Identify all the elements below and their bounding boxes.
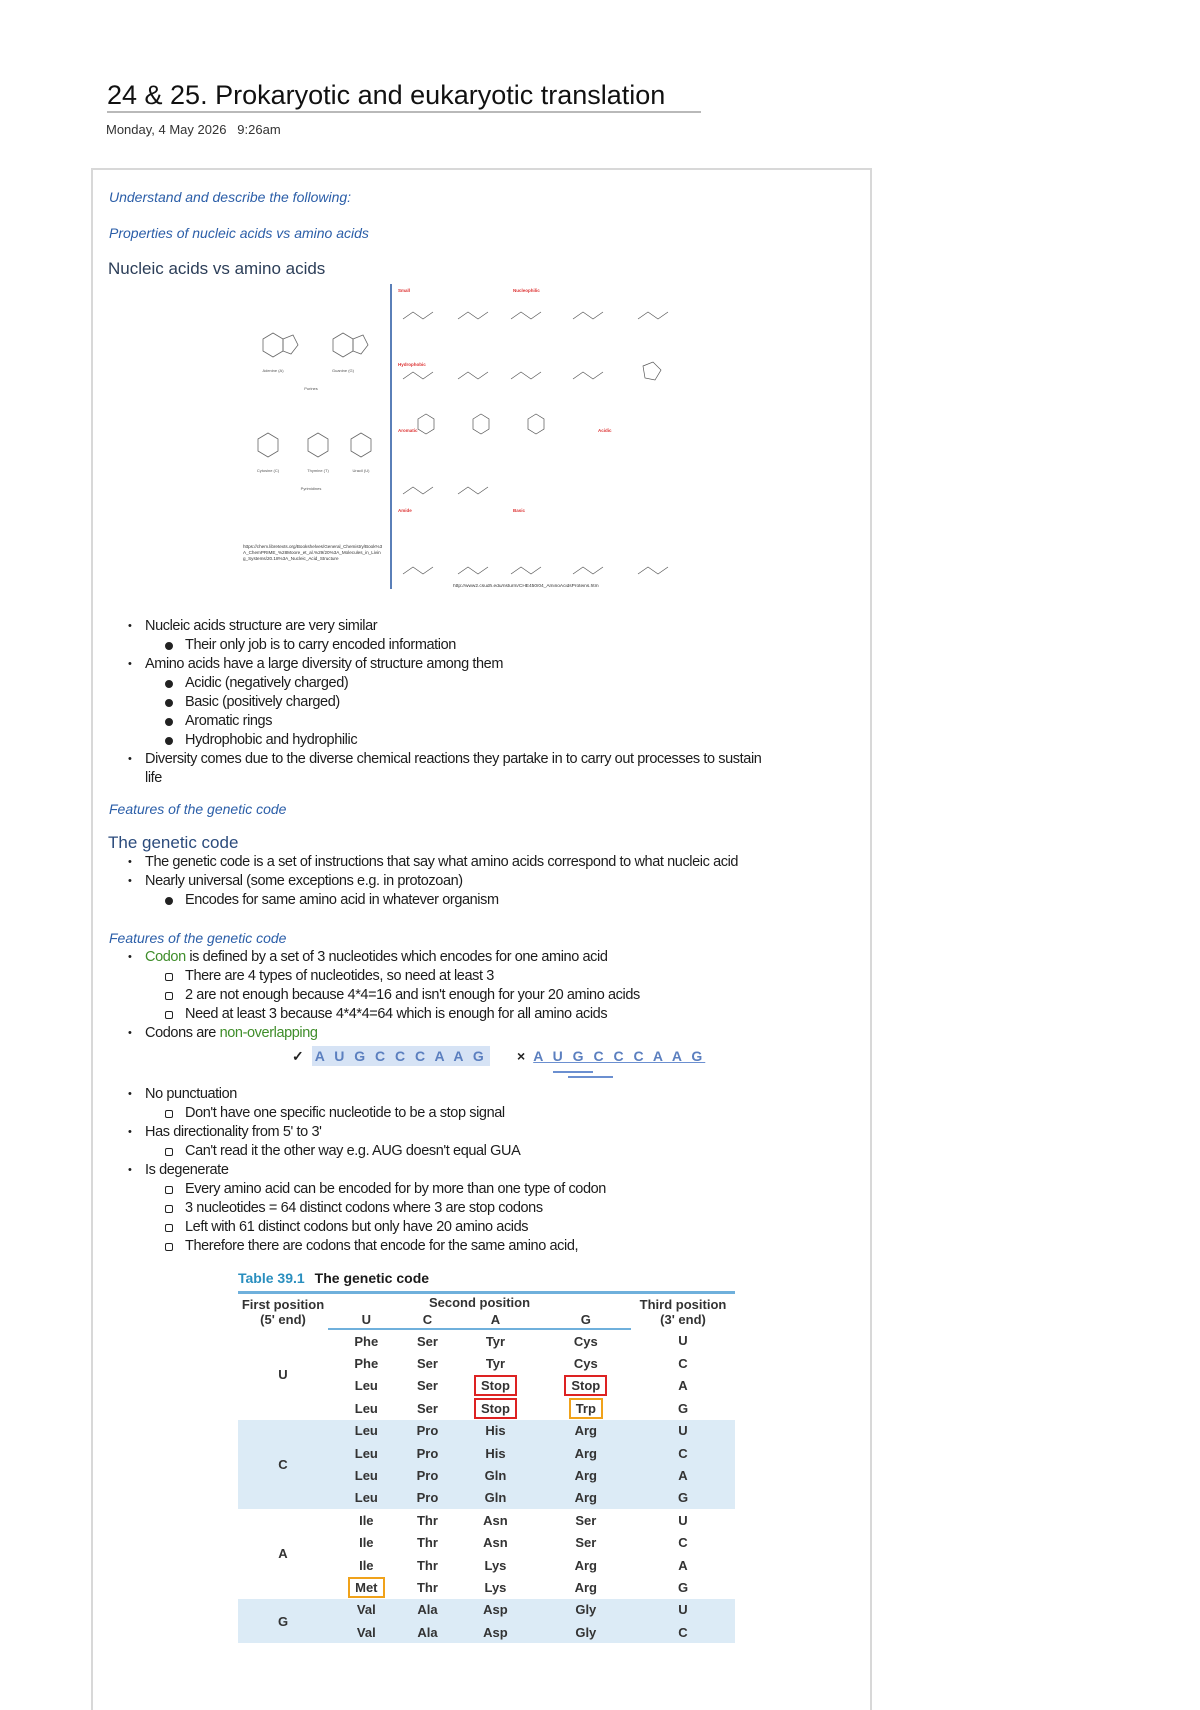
table-row [238,1599,735,1621]
col-header: C [405,1311,451,1329]
list-item: There are 4 types of nucleotides, so need at least 3 [125,967,640,986]
codon-cell [541,1621,631,1643]
codon-cell-text: Lys [484,1579,507,1595]
list-item: • No punctuation [125,1085,606,1104]
codon-cell-text: C [678,1535,688,1551]
third-position-cell [631,1329,735,1352]
purine-structures [258,333,371,457]
codon-cell [405,1464,451,1486]
codon-cell-text: Phe [354,1356,379,1372]
codon-cell [328,1420,405,1442]
nucleic-heading: Nucleic acids vs amino acids [108,259,326,278]
codon-cell [541,1532,631,1554]
list-item: Can't read it the other way e.g. AUG doesn't equal GUA [125,1142,606,1161]
codon-cell [541,1375,631,1397]
list-item: • Has directionality from 5' to 3' [125,1123,606,1142]
codon-cell-text: Leu [354,1400,378,1416]
codon-cell-text: Asn [483,1512,508,1528]
codon-cell-text: His [485,1423,506,1439]
codon-cell [405,1442,451,1464]
codon-cell [328,1464,405,1486]
codon-cell-text: Met [348,1577,384,1598]
codon-cell [450,1375,540,1397]
figure-left-url: https://chem.libretexts.org/Bookshelves/General_Chemistry/Book%3A_ChemPRIME_%28Moore_et_al.%29/20%3A_Molecules_in_Living_Systems/20.18%3A_Nucleic_Acid_Structure [243,544,383,561]
codon-cell-text: Stop [474,1375,517,1396]
list-item: life [145,770,162,786]
list-item: Aromatic rings [125,712,761,731]
third-position-cell [631,1352,735,1374]
time-text: 9:26am [237,122,281,137]
codon-definition: is defined by a set of 3 nucleotides which encodes for one amino acid [185,949,608,965]
codon-cell [405,1599,451,1621]
codon-cell-text: Arg [574,1445,597,1461]
codon-cell [450,1576,540,1598]
cross-icon: × [517,1048,526,1064]
codon-cell-text: Thr [416,1579,438,1595]
first-position-cell: C [238,1420,328,1510]
codon-cell [541,1554,631,1576]
codon-cell-text: C [678,1624,688,1640]
codon-cell-text: G [677,1490,689,1506]
table-row [238,1329,735,1352]
codon-cell-text: Ser [416,1400,438,1416]
date-text: Monday, 4 May 2026 [106,122,227,137]
third-position-cell [631,1464,735,1486]
codon-cell-text: Leu [354,1445,378,1461]
codon-cell-text: Ile [359,1535,374,1551]
codon-cell-text: C [678,1445,688,1461]
codon-cell-text: Arg [574,1490,597,1506]
third-position-cell [631,1576,735,1598]
table-row [238,1420,735,1442]
list-item: • Nearly universal (some exceptions e.g. in protozoan) [125,872,738,891]
codon-cell-text: G [677,1579,689,1595]
codon-cell-text: Ser [416,1333,438,1349]
codon-cell-text: C [678,1356,688,1372]
header-second-position: Second position [328,1293,631,1312]
codon-cell [450,1442,540,1464]
codon-cell-text: Ser [575,1535,597,1551]
list-item: Don't have one specific nucleotide to be a stop signal [125,1104,606,1123]
codon-cell-text: U [678,1602,688,1618]
codon-cell [328,1352,405,1374]
nonoverlap-term: non-overlapping [219,1025,318,1041]
codon-wrong-example [517,1048,705,1064]
list-item [125,1024,640,1043]
codon-cell [328,1532,405,1554]
codon-cell-text: Pro [416,1468,439,1484]
codon-cell [405,1352,451,1374]
group-label-nucleophilic: Nucleophilic [513,288,540,293]
codon-cell-text: U [678,1333,688,1349]
codon-cell [541,1329,631,1352]
codon-cell [450,1397,540,1419]
codon-cell-text: Gly [575,1602,597,1618]
genetic-code-heading: The genetic code [108,833,239,852]
codon-cell-text: Pro [416,1423,439,1439]
codon-correct-example [292,1048,490,1065]
group-label-aromatic: Aromatic [398,428,418,433]
codon-wrong-sequence: A U G C C C A A G [533,1048,706,1064]
codon-cell [541,1599,631,1621]
codon-cell-text: Thr [416,1512,438,1528]
codon-cell [405,1554,451,1576]
codon-cell [405,1487,451,1509]
nonoverlap-prefix: Codons are [145,1025,220,1041]
codon-cell [328,1397,405,1419]
codon-cell-text: Ser [416,1356,438,1372]
codon-cell-text: Val [356,1602,376,1618]
codon-cell [405,1532,451,1554]
list-item: • The genetic code is a set of instructions that say what amino acids correspond to what nucleic acid [125,853,738,872]
list-item: Basic (positively charged) [125,693,761,712]
purines-label: Purines [304,386,318,391]
codon-cell-text: Tyr [485,1333,506,1349]
codon-cell-text: Asn [483,1535,508,1551]
third-position-cell [631,1509,735,1531]
page-title: 24 & 25. Prokaryotic and eukaryotic translation [107,80,666,110]
col-header: A [450,1311,540,1329]
header-third-position: Third position (3' end) [631,1293,735,1330]
list-item: Every amino acid can be encoded for by more than one type of codon [125,1180,606,1199]
nucleotide-aminoacid-figure [243,284,728,599]
codon-cell-text: U [678,1512,688,1528]
group-label-amide: Amide [398,508,412,513]
codon-cell [450,1621,540,1643]
list-item: 3 nucleotides = 64 distinct codons where 3 are stop codons [125,1199,606,1218]
features-heading-1: Features of the genetic code [109,801,287,817]
codon-cell [450,1509,540,1531]
codon-cell [405,1621,451,1643]
codon-cell-text: Pro [416,1445,439,1461]
group-label-small: Small [398,288,411,293]
list-item: Hydrophobic and hydrophilic [125,731,761,750]
codon-cell [405,1420,451,1442]
table-caption-text: The genetic code [314,1270,430,1286]
codon-cell [541,1442,631,1464]
title-underline [107,111,701,113]
codon-correct-sequence: A U G C C C A A G [312,1046,490,1066]
codon-cell-text: Lys [484,1557,507,1573]
list-item: • Amino acids have a large diversity of structure among them [125,655,761,674]
codon-cell [450,1464,540,1486]
third-position-cell [631,1599,735,1621]
codon-cell [405,1329,451,1352]
col-header: G [541,1311,631,1329]
third-position-cell [631,1442,735,1464]
codon-cell-text: Leu [354,1468,378,1484]
codon-cell [541,1420,631,1442]
svg-text:Cytosine (C): Cytosine (C) [256,468,280,473]
table-row [238,1509,735,1531]
group-label-basic: Basic [513,508,526,513]
code-properties-list [125,1085,606,1256]
codon-cell-text: Pro [416,1490,439,1506]
check-icon: ✓ [292,1048,304,1064]
codon-cell-text: Stop [564,1375,607,1396]
codon-cell-text: Ser [416,1378,438,1394]
properties-heading: Properties of nucleic acids vs amino acids [109,225,369,241]
codon-cell-text: Gln [484,1490,507,1506]
third-position-cell [631,1532,735,1554]
codon-cell [405,1509,451,1531]
codon-cell-text: Arg [574,1468,597,1484]
svg-text:Adenine (A): Adenine (A) [262,368,284,373]
codon-cell [450,1554,540,1576]
codon-cell-text: Ile [359,1512,374,1528]
amino-acid-structures [403,312,668,574]
codon-cell-text: Arg [574,1579,597,1595]
list-item: • Nucleic acids structure are very similar [125,617,761,636]
codon-cell [450,1329,540,1352]
codon-term: Codon [145,949,186,965]
codon-cell-text: Thr [416,1535,438,1551]
codon-cell-text: Asp [483,1602,508,1618]
list-item [125,948,640,967]
codon-cell [541,1397,631,1419]
codon-cell [541,1509,631,1531]
codon-cell [450,1352,540,1374]
codon-cell [328,1621,405,1643]
codon-cell [541,1487,631,1509]
codon-cell-text: Leu [354,1378,378,1394]
codon-cell [541,1352,631,1374]
overlap-underline-2 [568,1076,613,1078]
codon-cell [328,1487,405,1509]
codon-cell [450,1599,540,1621]
genetic-code-table [238,1291,735,1643]
figure-right-url: http://www2.csudh.edu/nsturm/CHE450/04_AminoAcidsProteins.htm [453,584,599,589]
codon-cell-text: Leu [354,1490,378,1506]
codon-cell-text: Leu [354,1423,378,1439]
svg-text:Thymine (T): Thymine (T) [307,468,329,473]
codon-cell-text: A [678,1468,688,1484]
nucleic-vs-amino-list [125,617,761,788]
third-position-cell [631,1375,735,1397]
codon-cell [541,1464,631,1486]
codon-cell [328,1576,405,1598]
codon-cell-text: Trp [569,1398,603,1419]
features-heading-2: Features of the genetic code [109,930,287,946]
codon-cell-text: Ala [417,1602,438,1618]
codon-cell [328,1442,405,1464]
codon-cell-text: Gln [484,1468,507,1484]
codon-cell-text: Ser [575,1512,597,1528]
overlap-underline-1 [553,1071,593,1073]
codon-cell [541,1576,631,1598]
list-item: Encodes for same amino acid in whatever organism [125,891,738,910]
codon-cell-text: Stop [474,1398,517,1419]
codon-cell [450,1420,540,1442]
codon-cell-text: Asp [483,1624,508,1640]
page-date [106,122,281,137]
codon-cell-text: Ala [417,1624,438,1640]
pyrimidines-label: Pyrimidines [300,486,322,491]
list-item: Therefore there are codons that encode for the same amino acid, [125,1237,606,1256]
codon-cell-text: Tyr [485,1356,506,1372]
codon-cell [450,1487,540,1509]
list-item: Need at least 3 because 4*4*4=64 which is enough for all amino acids [125,1005,640,1024]
list-item: • Diversity comes due to the diverse chemical reactions they partake in to carry out processes to sustain [125,750,761,769]
first-position-cell: A [278,1546,288,1562]
codon-cell [328,1554,405,1576]
understand-heading: Understand and describe the following: [109,189,352,205]
list-item: Left with 61 distinct codons but only have 20 amino acids [125,1218,606,1237]
codon-cell [405,1397,451,1419]
codon-features-list [125,948,640,1043]
codon-cell [450,1532,540,1554]
codon-cell-text: G [677,1400,689,1416]
svg-text:Uracil (U): Uracil (U) [352,468,370,473]
codon-cell-text: Cys [573,1333,598,1349]
codon-cell [328,1599,405,1621]
codon-cell [405,1375,451,1397]
third-position-cell [631,1487,735,1509]
group-label-hydrophobic: Hydrophobic [398,362,426,367]
codon-cell-text: U [678,1423,688,1439]
codon-cell-text: His [485,1445,506,1461]
codon-cell-text: Phe [354,1333,379,1349]
codon-cell-text: Arg [574,1423,597,1439]
table-number: Table 39.1 [238,1270,305,1286]
codon-cell-text: Val [356,1624,376,1640]
codon-cell-text: Arg [574,1557,597,1573]
codon-cell-text: A [678,1557,688,1573]
codon-cell-text: Cys [573,1356,598,1372]
col-header: U [328,1311,405,1329]
third-position-cell [631,1621,735,1643]
header-first-position: First position (5' end) [238,1293,328,1330]
svg-text:Guanine (G): Guanine (G) [331,368,355,373]
third-position-cell [631,1554,735,1576]
group-label-acidic: Acidic [598,428,612,433]
list-item: 2 are not enough because 4*4=16 and isn't enough for your 20 amino acids [125,986,640,1005]
list-item: Acidic (negatively charged) [125,674,761,693]
list-item: • Is degenerate [125,1161,606,1180]
codon-cell-text: Thr [416,1557,438,1573]
codon-cell [328,1509,405,1531]
first-position-cell: G [238,1599,328,1644]
codon-cell [328,1375,405,1397]
codon-cell [405,1576,451,1598]
genetic-code-list [125,853,738,910]
first-position-cell: U [278,1366,288,1382]
codon-cell-text: Ile [359,1557,374,1573]
codon-cell-text: A [678,1378,688,1394]
table-caption [238,1270,429,1286]
codon-cell [328,1329,405,1352]
list-item: Their only job is to carry encoded information [125,636,761,655]
third-position-cell [631,1397,735,1419]
codon-cell-text: Gly [575,1624,597,1640]
third-position-cell [631,1420,735,1442]
